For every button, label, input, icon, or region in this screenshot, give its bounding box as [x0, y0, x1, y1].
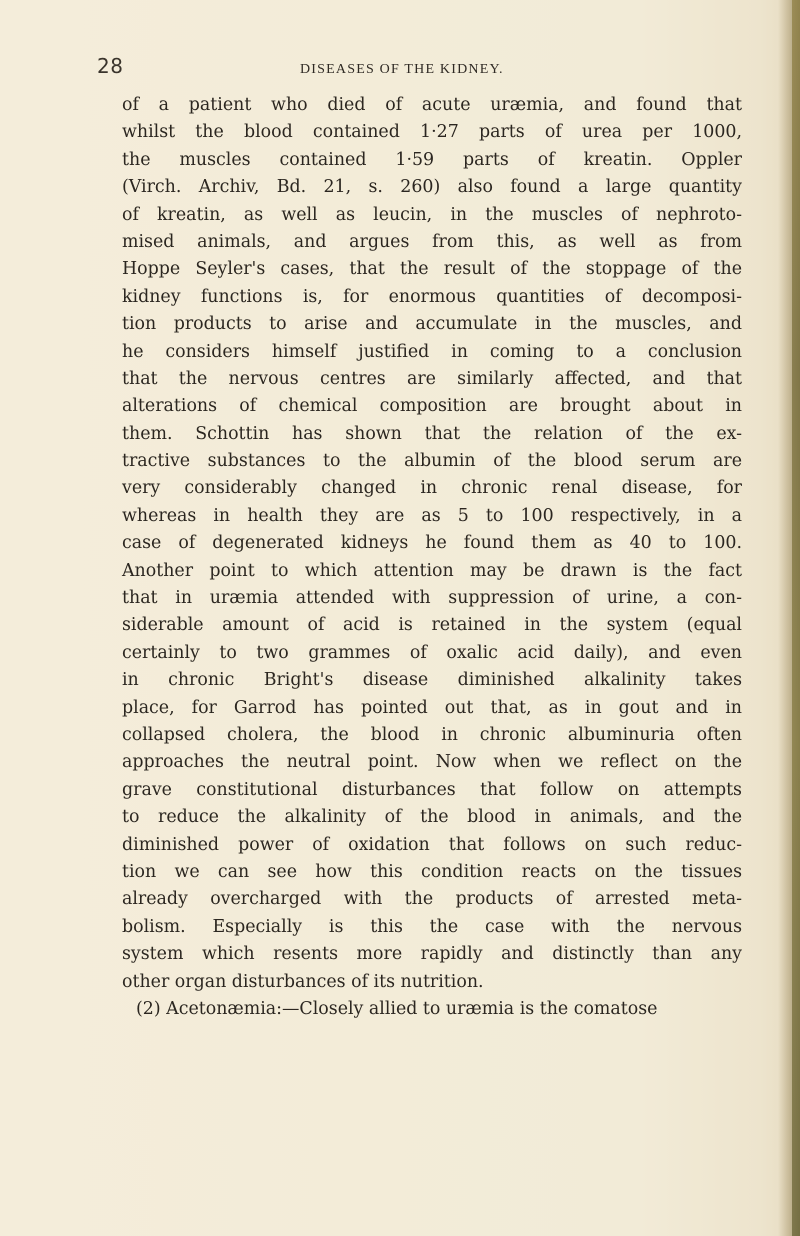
- text-line: of kreatin, as well as leucin, in the muscles of nephroto-: [122, 204, 742, 225]
- text-line: he considers himself justified in coming to a conclusion: [122, 341, 742, 362]
- text-line: mised animals, and argues from this, as well as from: [122, 231, 742, 252]
- text-line: (2) Acetonæmia:—Closely allied to uræmia is the comatose: [136, 998, 658, 1019]
- text-line: whilst the blood contained 1·27 parts of urea per 1000,: [122, 122, 742, 143]
- text-line: collapsed cholera, the blood in chronic albuminuria often: [122, 724, 742, 745]
- text-line: alterations of chemical composition are brought about in: [122, 396, 742, 417]
- text-line: bolism. Especially is this the case with the nervous: [122, 916, 742, 937]
- text-line: (Virch. Archiv, Bd. 21, s. 260) also found a large quantity: [122, 177, 742, 198]
- text-line: siderable amount of acid is retained in the system (equal: [122, 615, 742, 636]
- running-head: DISEASES OF THE KIDNEY.: [300, 62, 504, 77]
- text-line: tion we can see how this condition reacts on the tissues: [122, 861, 742, 882]
- text-line: diminished power of oxidation that follows on such reduc-: [122, 834, 742, 855]
- page-header: [0, 44, 800, 84]
- text-line: them. Schottin has shown that the relation of the ex-: [122, 423, 742, 444]
- text-line: that the nervous centres are similarly affected, and that: [122, 368, 742, 389]
- body-text: [122, 92, 742, 1023]
- text-line: place, for Garrod has pointed out that, as in gout and in: [122, 697, 742, 718]
- text-line: that in uræmia attended with suppression of urine, a con-: [122, 588, 742, 609]
- text-line: other organ disturbances of its nutrition.: [122, 971, 484, 992]
- text-line: certainly to two grammes of oxalic acid daily), and even: [122, 642, 742, 663]
- text-line: the muscles contained 1·59 parts of kreatin. Oppler: [122, 149, 742, 170]
- text-line: whereas in health they are as 5 to 100 respectively, in a: [122, 505, 742, 526]
- text-line: case of degenerated kidneys he found them as 40 to 100.: [122, 533, 742, 554]
- text-line: to reduce the alkalinity of the blood in animals, and the: [122, 807, 742, 828]
- text-line: grave constitutional disturbances that follow on attempts: [122, 779, 742, 800]
- text-line: of a patient who died of acute uræmia, and found that: [122, 95, 742, 115]
- text-line: approaches the neutral point. Now when we reflect on the: [122, 752, 742, 773]
- text-line: Another point to which attention may be drawn is the fact: [122, 560, 742, 581]
- text-line: tion products to arise and accumulate in the muscles, and: [122, 314, 742, 335]
- text-line: kidney functions is, for enormous quantities of decomposi-: [122, 286, 742, 307]
- text-line: Hoppe Seyler's cases, that the result of the stoppage of the: [122, 259, 742, 280]
- text-line: system which resents more rapidly and distinctly than any: [122, 944, 742, 965]
- page-edge-binding: [792, 0, 800, 1236]
- text-line: already overcharged with the products of arrested meta-: [122, 889, 742, 910]
- text-line: tractive substances to the albumin of the blood serum are: [122, 451, 742, 472]
- text-line: in chronic Bright's disease diminished alkalinity takes: [122, 670, 742, 691]
- text-line: very considerably changed in chronic renal disease, for: [122, 478, 742, 499]
- page-number: 28: [97, 54, 124, 78]
